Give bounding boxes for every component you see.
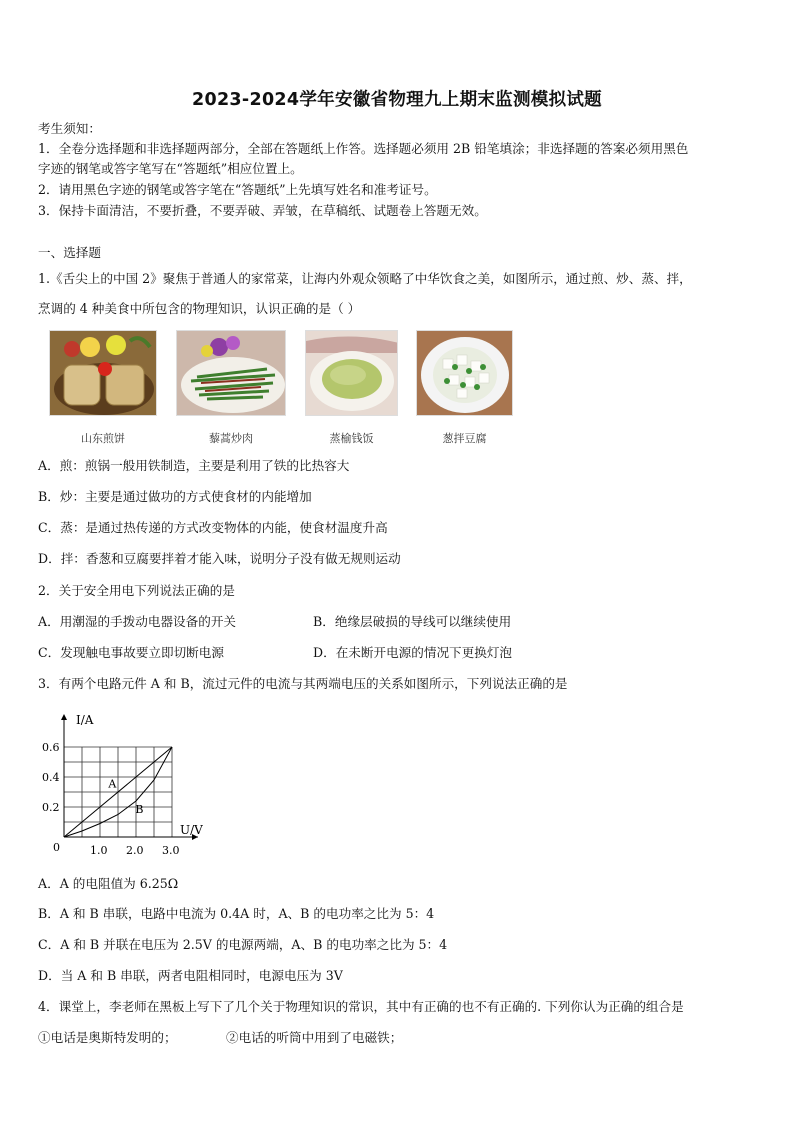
q3-option-c: C．A 和 B 并联在电压为 2.5V 的电源两端，A、B 的电功率之比为 5：4 [38,937,448,952]
photo-doufu [416,330,513,416]
q4-item-1: ①电话是奥斯特发明的； [38,1030,177,1045]
q1-stem-a: 1.《舌尖上的中国 2》聚焦于普通人的家常菜，让海内外观众领略了中华饮食之美，如图所示，通过煎、炒、蒸、拌， [38,271,692,286]
q3-option-a: A．A 的电阻值为 6.25Ω [38,876,179,891]
notice-item-1a: 1．全卷分选择题和非选择题两部分，全部在答题纸上作答。选择题必须用 2B 铅笔填涂；非选择题的答案必须用黑色 [38,141,689,156]
notice-item-3: 3．保持卡面清洁，不要折叠，不要弄破、弄皱，在草稿纸、试题卷上答题无效。 [38,203,487,218]
q2-option-a: A．用潮湿的手拨动电器设备的开关 [38,614,237,629]
q1-option-c: C．蒸：是通过热传递的方式改变物体的内能，使食材温度升高 [38,520,388,535]
origin-label: 0 [53,841,60,854]
q2-stem: 2．关于安全用电下列说法正确的是 [38,583,235,598]
x-tick-label: 1.0 [90,844,108,857]
photo-jianbing [49,330,157,416]
series-label-B: B [135,803,144,816]
notice-item-1b: 字迹的钢笔或答字笔写在“答题纸”相应位置上。 [38,161,303,176]
x-tick-label: 3.0 [162,844,180,857]
q3-stem: 3．有两个电路元件 A 和 B，流过元件的电流与其两端电压的关系如图所示，下列说法正确的是 [38,676,568,691]
y-tick-label: 0.6 [42,741,60,754]
photo-louhao [176,330,286,416]
y-axis-arrow [61,714,67,720]
q1-option-a: A．煎：煎锅一般用铁制造，主要是利用了铁的比热容大 [38,458,350,473]
q2-option-b: B．绝缘层破损的导线可以继续使用 [313,614,512,629]
caption-jianbing: 山东煎饼 [81,432,125,445]
y-tick-label: 0.2 [42,801,60,814]
q4-item-2: ②电话的听筒中用到了电磁铁； [226,1030,403,1045]
y-axis-label: I/A [76,713,94,727]
caption-doufu: 葱拌豆腐 [442,432,487,445]
section-heading: 一、选择题 [38,245,101,260]
caption-yuqianfan: 蒸榆钱饭 [329,432,374,445]
q3-option-d: D．当 A 和 B 串联，两者电阻相同时，电源电压为 3V [38,968,343,983]
caption-louhao: 藜蒿炒肉 [209,432,253,445]
q3-option-b: B．A 和 B 串联，电路中电流为 0.4A 时，A、B 的电功率之比为 5：4 [38,906,435,921]
q2-option-d: D．在未断开电源的情况下更换灯泡 [313,645,513,660]
q2-option-c: C．发现触电事故要立即切断电源 [38,645,224,660]
q4-stem: 4．课堂上，李老师在黑板上写下了几个关于物理知识的常识，其中有正确的也不有正确的. 下列你认为正确的组合是 [38,999,684,1014]
x-tick-label: 2.0 [126,844,144,857]
page-title: 2023-2024学年安徽省物理九上期末监测模拟试题 [192,90,602,110]
notice-item-2: 2．请用黑色字迹的钢笔或答字笔在“答题纸”上先填写姓名和准考证号。 [38,182,437,197]
notice-heading: 考生须知： [38,121,101,136]
q1-stem-b: 烹调的 4 种美食中所包含的物理知识，认识正确的是（ ） [38,301,361,316]
photo-yuqianfan [305,330,398,416]
q1-option-b: B．炒：主要是通过做功的方式使食材的内能增加 [38,489,312,504]
series-label-A: A [108,777,117,791]
q1-option-d: D．拌：香葱和豆腐要拌着才能入味，说明分子没有做无规则运动 [38,551,401,566]
x-axis-label: U/V [180,823,203,837]
y-tick-label: 0.4 [42,771,60,784]
iu-graph [36,706,216,858]
